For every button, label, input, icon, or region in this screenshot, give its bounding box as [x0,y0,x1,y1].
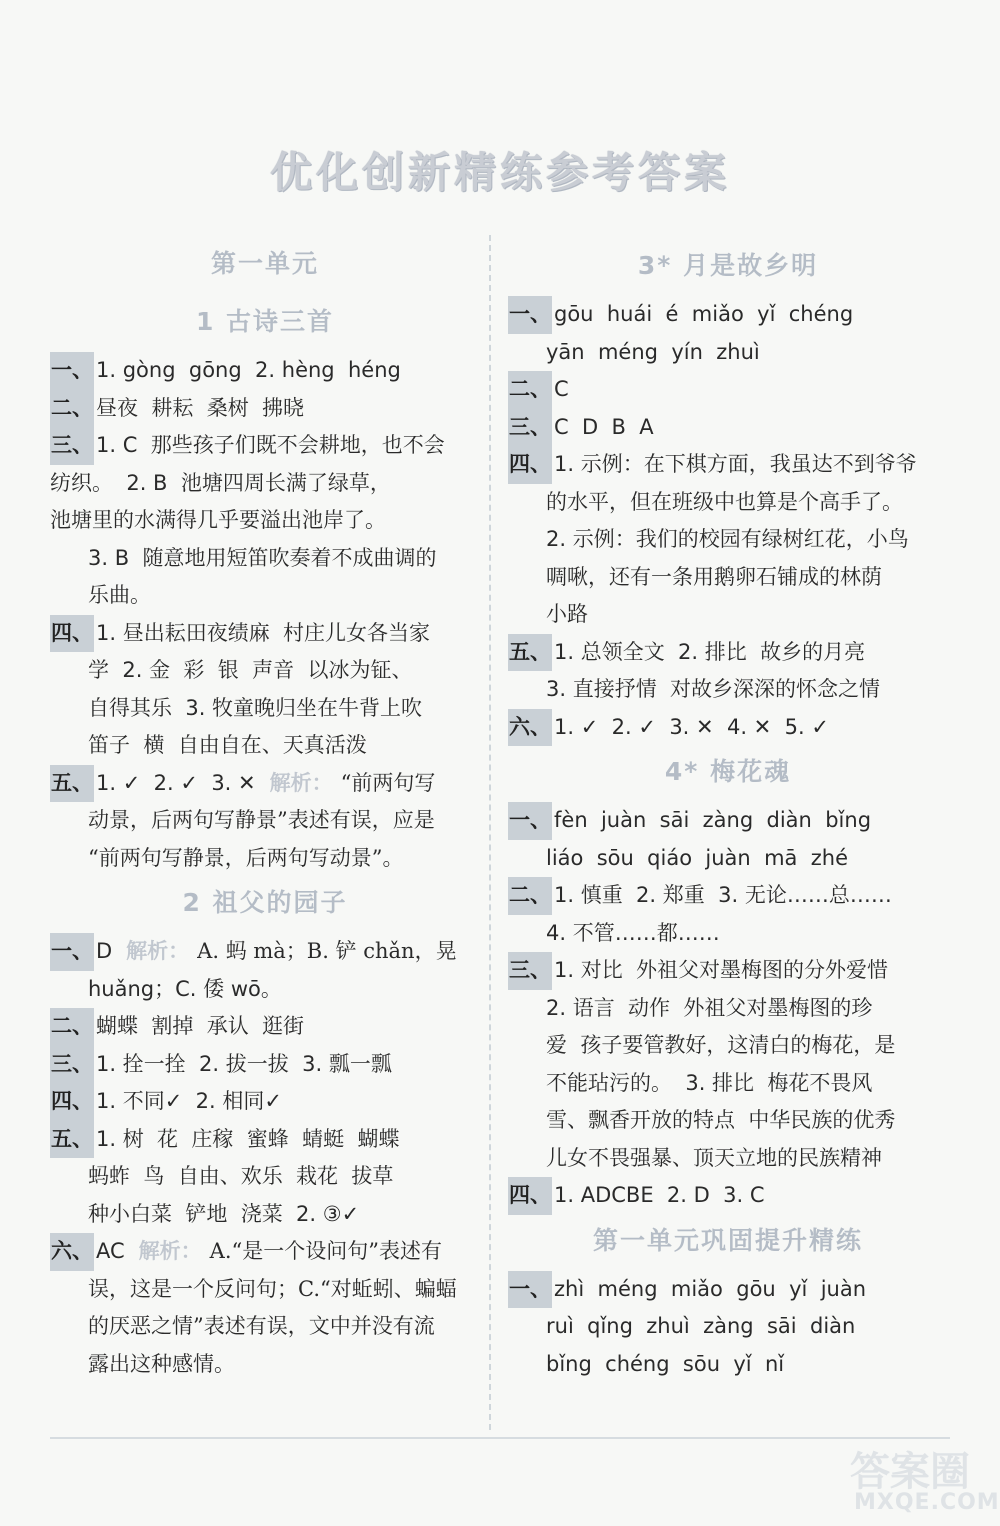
question-number-marker: 六、 [50,1233,94,1271]
answer-text: 蝴蝶 割掉 承认 逛街 [96,1014,305,1038]
answer-line [50,540,480,578]
footer-rule [50,1437,950,1439]
question-number-marker: 一、 [50,352,94,390]
answer-text: 种小白菜 铲地 浇菜 2. ③✓ [88,1201,360,1226]
answer-line [50,1271,480,1309]
answer-line [508,334,948,372]
answer-line [508,1027,948,1065]
question-number-marker: 三、 [508,952,552,990]
question-number-marker: 二、 [508,877,552,915]
lesson-2-answers [50,933,480,1383]
answer-line [508,446,948,484]
question-number-marker: 四、 [50,615,94,653]
unit-heading: 第一单元 [210,249,319,278]
answer-text: 3. 直接抒情 对故乡深深的怀念之情 [546,677,881,701]
answer-text: 3. B 随意地用短笛吹奏着不成曲调的 [88,545,437,570]
answer-text: 昼夜 耕耘 桑树 拂晓 [96,395,305,420]
question-number-marker: 一、 [50,933,94,971]
answer-line [50,1308,480,1346]
answer-text: 1. 对比 外祖父对墨梅图的分外爱惜 [554,958,889,982]
question-number-marker: 二、 [50,390,94,428]
answer-line [50,352,480,390]
question-number-marker: 三、 [508,409,552,447]
answer-line [508,1308,948,1346]
answer-line [508,802,948,840]
answer-text: 池塘里的水满得几乎要溢出池岸了。 [50,508,386,532]
answer-line [508,596,948,634]
answer-text: 的水平，但在班级中也算是个高手了。 [546,489,903,514]
answer-text: D [96,939,113,963]
question-number-marker: 一、 [508,1271,552,1309]
lesson-4-heading: 4* 梅花魂 [664,757,792,786]
answer-line [50,802,480,840]
question-number-marker: 一、 [508,802,552,840]
answer-text: 1. ADCBE 2. D 3. C [554,1183,765,1207]
answer-text: 动景，后两句写静景”表述有误，应是 [88,808,435,832]
answer-line [50,1083,480,1121]
answer-text: 的厌恶之情”表述有误，文中并没有流 [88,1314,435,1338]
answer-line [508,484,948,522]
answer-line [50,1046,480,1084]
answer-line [508,296,948,334]
watermark [850,1440,1000,1520]
answer-text: 1. 树 花 庄稼 蜜蜂 蜻蜓 蝴蝶 [96,1126,400,1151]
lesson-3-answers [508,296,948,746]
answer-line [508,952,948,990]
answer-line [508,877,948,915]
answer-text: 1. 慎重 2. 郑重 3. 无论……总…… [554,883,892,907]
question-number-marker: 一、 [508,296,552,334]
analysis-tag: 解析： [269,770,333,795]
answer-line [508,1065,948,1103]
answer-line [508,990,948,1028]
answer-line [50,465,480,503]
watermark-logo-text: 答案圈 [850,1449,970,1495]
lesson-2-heading: 2 祖父的园子 [182,888,348,917]
answer-line [50,427,480,465]
answer-line [50,765,480,803]
answer-line [508,409,948,447]
answer-line [508,1271,948,1309]
analysis-text: A. 蚂 mà；B. 铲 chǎn，晃 [197,939,457,963]
answer-line [50,615,480,653]
answer-text: 误，这是一个反问句；C.“对蚯蚓、蝙蝠 [88,1276,457,1301]
answer-line [50,1233,480,1271]
answer-line [50,840,480,878]
answer-text: bǐng chéng sōu yǐ nǐ [546,1351,785,1376]
answer-line [50,652,480,690]
answer-line [508,1346,948,1384]
lesson-1-answers [50,352,480,877]
answer-text: 1. ✓ 2. ✓ 3. ✕ 4. ✕ 5. ✓ [554,714,829,739]
answer-line [50,577,480,615]
answer-line [50,1008,480,1046]
analysis-text: A.“是一个设问句”表述有 [209,1239,442,1263]
answer-line [508,559,948,597]
answer-line [508,840,948,878]
answer-text: AC [96,1239,125,1263]
answer-text: 4. 不管……都…… [546,920,720,945]
analysis-tag: 解析： [126,939,190,963]
answer-text: 纺织。 2. B 池塘四周长满了绿草， [50,470,391,495]
answer-text: 雪、飘香开放的特点 中华民族的优秀 [546,1108,896,1132]
answer-text: 1. 总领全文 2. 排比 故乡的月亮 [554,639,866,664]
question-number-marker: 五、 [50,1121,94,1159]
answer-text: 乐曲。 [88,583,151,607]
answer-line [50,390,480,428]
question-number-marker: 六、 [508,709,552,747]
answer-text: 2. 示例：我们的校园有绿树红花，小鸟 [546,527,909,551]
answer-line [50,971,480,1009]
answer-text: ruì qǐng zhuì zàng sāi diàn [546,1314,856,1338]
question-number-marker: 三、 [50,1046,94,1084]
answer-text: 露出这种感情。 [88,1351,235,1376]
answer-text: “前两句写静景，后两句写动景”。 [88,845,404,870]
answer-text: 蚂蚱 鸟 自由、欢乐 栽花 拔草 [88,1164,394,1188]
answer-line [50,1121,480,1159]
answer-text: 1. C 那些孩子们既不会耕地，也不会 [96,433,445,457]
question-number-marker: 二、 [50,1008,94,1046]
answer-text: 2. 语言 动作 外祖父对墨梅图的珍 [546,995,873,1020]
right-column [508,240,948,1383]
analysis-text: “前两句写 [340,770,436,795]
answer-text: C D B A [554,414,654,439]
lesson-3-heading: 3* 月是故乡明 [637,251,819,280]
answer-line [508,1140,948,1178]
answer-line [50,727,480,765]
question-number-marker: 三、 [50,427,94,465]
question-number-marker: 四、 [508,1177,552,1215]
answer-text: yān méng yín zhuì [546,339,760,364]
answer-line [508,371,948,409]
analysis-tag: 解析： [138,1239,202,1263]
answer-line [50,933,480,971]
answer-line [508,634,948,672]
answer-text: gōu huái é miǎo yǐ chéng [554,302,854,326]
answer-text: 学 2. 金 彩 银 声音 以冰为钲、 [88,658,413,682]
question-number-marker: 五、 [508,634,552,672]
answer-text: 儿女不畏强暴、顶天立地的民族精神 [546,1145,882,1170]
column-divider [489,235,491,1430]
consolidation-answers [508,1271,948,1384]
answer-line [50,1158,480,1196]
question-number-marker: 二、 [508,371,552,409]
answer-line [50,690,480,728]
answer-text: 小路 [546,602,588,626]
answer-line [508,521,948,559]
watermark-url: MXQE.COM [854,1490,1000,1515]
left-column [50,240,480,1383]
answer-text: 1. 昼出耘田夜绩麻 村庄儿女各当家 [96,620,431,645]
answer-text: 1. ✓ 2. ✓ 3. ✕ [96,770,256,795]
answer-text: 啁啾，还有一条用鹅卵石铺成的林荫 [546,564,882,589]
answer-text: 1. 不同✓ 2. 相同✓ [96,1089,282,1113]
answer-text: 笛子 横 自由自在、天真活泼 [88,733,367,757]
answer-text: 1. gòng gōng 2. hèng héng [96,358,401,382]
question-number-marker: 五、 [50,765,94,803]
consolidation-heading: 第一单元巩固提升精练 [592,1225,863,1255]
answer-line [50,502,480,540]
answer-line [508,915,948,953]
answer-line [508,1177,948,1215]
page-title: 优化创新精练参考答案 [269,148,730,197]
question-number-marker: 四、 [50,1083,94,1121]
answer-text: 爱 孩子要管教好，这清白的梅花，是 [546,1033,896,1057]
answer-line [50,1196,480,1234]
answer-line [508,1102,948,1140]
answer-text: liáo sōu qiáo juàn mā zhé [546,845,849,870]
question-number-marker: 四、 [508,446,552,484]
answer-text: fèn juàn sāi zàng diàn bǐng [554,808,872,832]
answer-text: 不能玷污的。 3. 排比 梅花不畏风 [546,1070,873,1095]
answer-line [508,671,948,709]
answer-text: huǎng；C. 倭 wō。 [88,976,282,1001]
answer-text: 1. 示例：在下棋方面，我虽达不到爷爷 [554,452,917,476]
answer-text: zhì méng miǎo gōu yǐ juàn [554,1276,867,1301]
answer-line [50,1346,480,1384]
answer-line [508,709,948,747]
answer-text: 1. 拴一拴 2. 拔一拔 3. 瓢一瓢 [96,1051,392,1076]
answer-text: C [554,377,569,401]
answer-text: 自得其乐 3. 牧童晚归坐在牛背上吹 [88,695,423,720]
lesson-1-heading: 1 古诗三首 [195,307,335,336]
lesson-4-answers [508,802,948,1215]
